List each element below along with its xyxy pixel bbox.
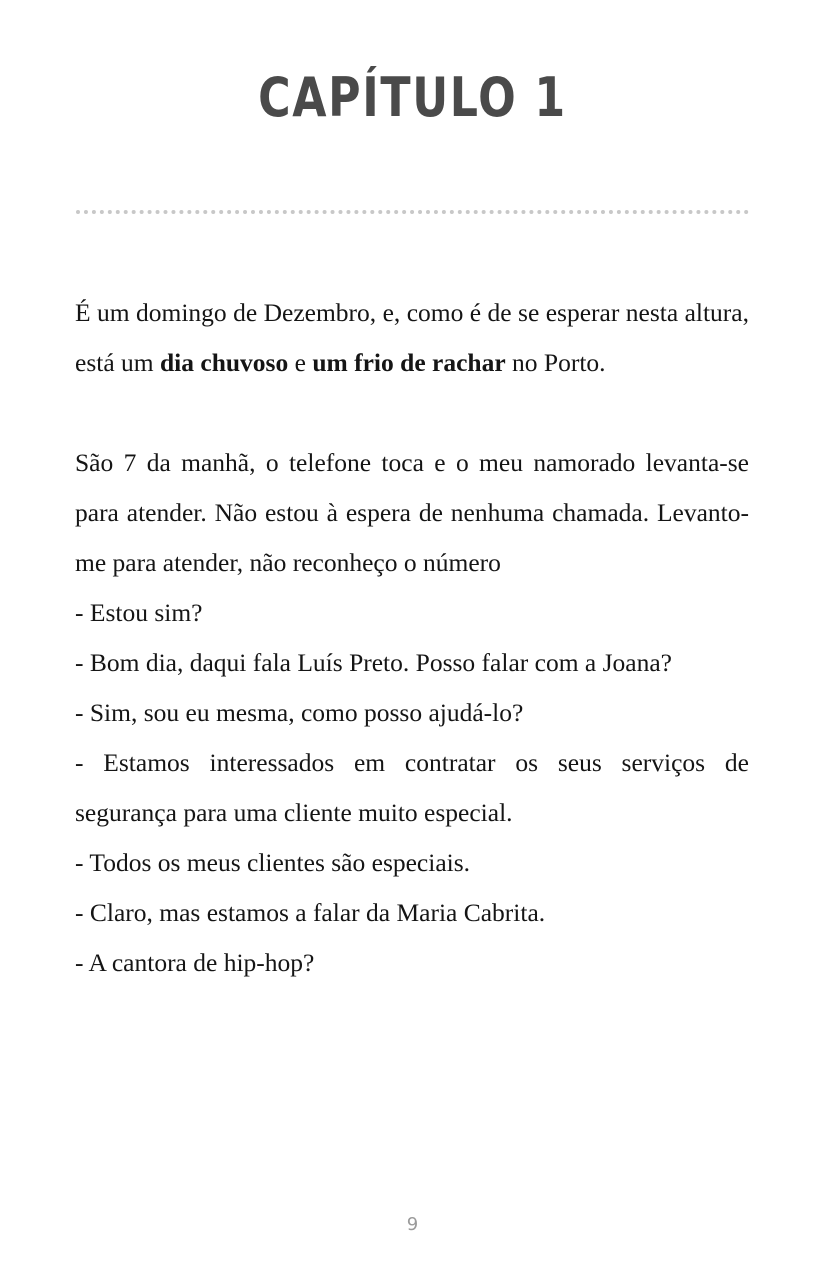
dialogue-line: - Todos os meus clientes são especiais. [75,848,471,877]
page-number: 9 [406,1214,419,1235]
dialogue-line: - Sim, sou eu mesma, como posso ajudá-lo? [75,698,524,727]
paragraph-opening-bold-1: dia chuvoso [159,348,289,377]
chapter-body [75,288,749,988]
dialogue-line: - Claro, mas estamos a falar da Maria Cabrita. [75,898,546,927]
dotted-divider [76,210,749,214]
paragraph-opening [75,288,749,388]
dialogue-line: - Estou sim? [75,598,203,627]
dialogue-line: - Bom dia, daqui fala Luís Preto. Posso falar com a Joana? [75,648,672,677]
paragraph-opening-text-2: e [288,348,313,377]
paragraph-opening-text-1: É um domingo de Dezembro, e, como é de se esperar nesta altura, está um [75,298,749,377]
paragraph-opening-bold-2: um frio de rachar [312,348,506,377]
dialogue-line: - Estamos interessados em contratar os seus serviços de segurança para uma cliente muito especial. [75,748,749,827]
dialogue-line: - A cantora de hip-hop? [75,948,315,977]
paragraph-phone-call: São 7 da manhã, o telefone toca e o meu namorado levanta-se para atender. Não estou à espera de nenhuma chamada. Levanto-me para atender, não reconheço o número [75,448,749,577]
paragraph-opening-text-3: no Porto. [505,348,606,377]
chapter-title: CAPÍTULO 1 [258,66,567,129]
